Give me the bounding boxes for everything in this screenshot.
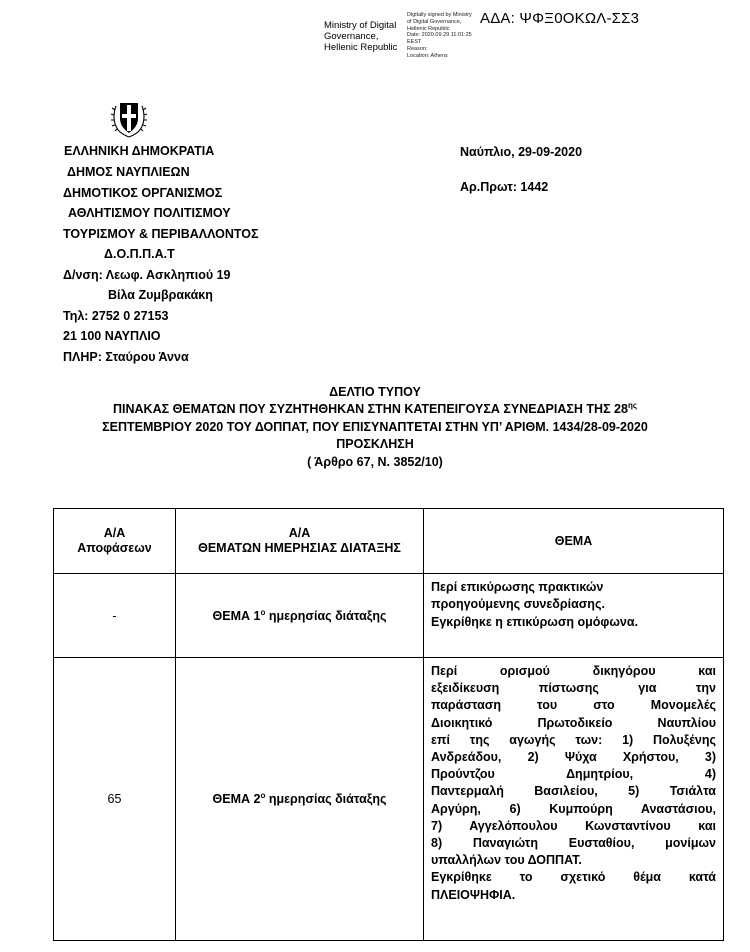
- signature-detail-line: Reason:: [407, 45, 428, 52]
- table-row: [54, 574, 724, 658]
- authority-line: ΤΟΥΡΙΣΜΟΥ & ΠΕΡΙΒΑΛΛΟΝΤΟΣ: [63, 227, 259, 241]
- authority-line: ΑΘΛΗΤΙΣΜΟΥ ΠΟΛΙΤΙΣΜΟΥ: [68, 206, 231, 220]
- ada-code: ΑΔΑ: ΨΦΞ0ΟΚΩΛ-ΣΣ3: [480, 10, 640, 27]
- header-text: Αποφάσεων: [77, 541, 152, 555]
- header-agenda-number: [176, 509, 424, 574]
- protocol-number: Αρ.Πρωτ: 1442: [460, 180, 549, 194]
- authority-building: Βίλα Ζυμβρακάκη: [108, 288, 213, 302]
- theme-line: Αργύρη, 6) Κυμπούρη Αναστάσιου,: [431, 801, 716, 816]
- signature-detail-line: Date: 2020.09.29 11:01:25: [407, 32, 472, 39]
- authority-line: ΔΗΜΟΣ ΝΑΥΠΛΙΕΩΝ: [67, 165, 190, 179]
- theme-line: Παντερμαλή Βασιλείου, 5) Τσιάλτα: [431, 784, 716, 799]
- authority-line: ΕΛΛΗΝΙΚΗ ΔΗΜΟΚΡΑΤΙΑ: [64, 144, 215, 158]
- signer-line: Governance,: [324, 31, 379, 42]
- doc-title-sup: ης: [627, 400, 637, 410]
- decision-number: -: [54, 574, 176, 658]
- authority-postcode: 21 100 ΝΑΥΠΛΙΟ: [63, 329, 161, 343]
- decision-number: 65: [54, 658, 176, 941]
- authority-phone: Τηλ: 2752 0 27153: [63, 309, 169, 323]
- theme-line: Εγκρίθηκε η επικύρωση ομόφωνα.: [431, 614, 639, 629]
- agenda-item-text: ημερησίας διάταξης: [265, 608, 387, 623]
- theme-line: Εγκρίθηκε το σχετικό θέμα κατά: [431, 870, 716, 885]
- doc-type-title: ΔΕΛΤΙΟ ΤΥΠΟΥ: [329, 385, 421, 399]
- authority-line: Δ.Ο.Π.Π.Α.Τ: [104, 247, 175, 261]
- theme-line: Ανδρεάδου, 2) Ψύχα Χρήστου, 3): [431, 750, 716, 765]
- agenda-item-text: ΘΕΜΑ 2: [212, 792, 261, 806]
- agenda-table: [53, 508, 724, 941]
- agenda-item-sup: ο: [260, 607, 266, 617]
- agenda-item: [176, 574, 424, 658]
- header-text: Α/Α: [288, 526, 311, 540]
- theme-line: 7) Αγγελόπουλου Κωνσταντίνου και: [431, 818, 716, 833]
- header-decision-number: [54, 509, 176, 574]
- theme-line: Περί επικύρωσης πρακτικών: [431, 580, 604, 594]
- signature-detail-line: EEST: [407, 39, 422, 46]
- theme-line: Διοικητικό Πρωτοδικείο Ναυπλίου: [431, 715, 716, 730]
- theme-description: [424, 574, 724, 658]
- signature-detail-line: Digitally signed by Ministry: [407, 12, 472, 18]
- signer-line: Hellenic Republic: [324, 42, 398, 53]
- theme-line: ΠΛΕΙΟΨΗΦΙΑ.: [431, 887, 516, 902]
- theme-line: 8) Παναγιώτη Ευσταθίου, μονίμων: [431, 836, 716, 851]
- doc-title-law: ( Άρθρο 67, Ν. 3852/10): [307, 455, 443, 469]
- signature-details: [407, 12, 472, 60]
- signature-detail-line: Hellenic Republic: [407, 25, 450, 32]
- agenda-item-text: ημερησίας διάταξης: [265, 792, 387, 806]
- theme-line: Περί ορισμού δικηγόρου και: [431, 664, 716, 678]
- signature-signer: [324, 20, 397, 53]
- theme-description: [424, 658, 724, 941]
- agenda-item-text: ΘΕΜΑ 1: [212, 608, 261, 623]
- theme-line: εξειδίκευση πίστωσης για την: [431, 681, 716, 696]
- agenda-item: [176, 658, 424, 941]
- theme-line: επί της αγωγής των: 1) Πολυξένης: [431, 732, 716, 747]
- theme-line: υπαλλήλων του ΔΟΠΠΑΤ.: [431, 853, 582, 868]
- authority-line: ΔΗΜΟΤΙΚΟΣ ΟΡΓΑΝΙΣΜΟΣ: [63, 186, 223, 200]
- header-theme: [424, 509, 724, 574]
- header-text: ΘΕΜΑΤΩΝ ΗΜΕΡΗΣΙΑΣ ΔΙΑΤΑΞΗΣ: [198, 541, 401, 555]
- theme-line: Προύντζου Δημητρίου, 4): [431, 767, 716, 782]
- doc-title-invitation: ΠΡΟΣΚΛΗΣΗ: [336, 437, 414, 451]
- doc-title-text: ΠΙΝΑΚΑΣ ΘΕΜΑΤΩΝ ΠΟΥ ΣΥΖΗΤΗΘΗΚΑΝ ΣΤΗΝ ΚΑΤΕΠΕΙΓΟΥΣΑ ΣΥΝΕΔΡΙΑΣΗ ΤΗΣ 28: [113, 402, 628, 416]
- theme-line: προηγούμενης συνεδρίασης.: [431, 597, 605, 612]
- table-header-row: [54, 509, 724, 574]
- signer-line: Ministry of Digital: [324, 20, 397, 31]
- table-row: [54, 658, 724, 941]
- signature-detail-line: Location: Athens: [407, 52, 448, 59]
- doc-title-line: ΣΕΠΤΕΜΒΡΙΟΥ 2020 ΤΟΥ ΔΟΠΠΑΤ, ΠΟΥ ΕΠΙΣΥΝΑΠΤΕΤΑΙ ΣΤΗΝ ΥΠ’ ΑΡΙΘΜ. 1434/28-09-2020: [102, 420, 648, 434]
- header-text: Α/Α: [103, 526, 126, 540]
- signature-detail-line: of Digital Governance,: [407, 18, 462, 25]
- place-date: Ναύπλιο, 29-09-2020: [460, 145, 583, 159]
- header-text: ΘΕΜΑ: [554, 533, 593, 548]
- theme-line: παράσταση του στο Μονομελές: [431, 698, 716, 713]
- doc-title-line: [0, 402, 750, 416]
- authority-contact: ΠΛΗΡ: Σταύρου Άννα: [63, 350, 189, 364]
- agenda-item-sup: ο: [260, 790, 266, 800]
- greek-emblem-icon: [107, 96, 151, 140]
- authority-address: Δ/νση: Λεωφ. Ασκληπιού 19: [63, 268, 231, 282]
